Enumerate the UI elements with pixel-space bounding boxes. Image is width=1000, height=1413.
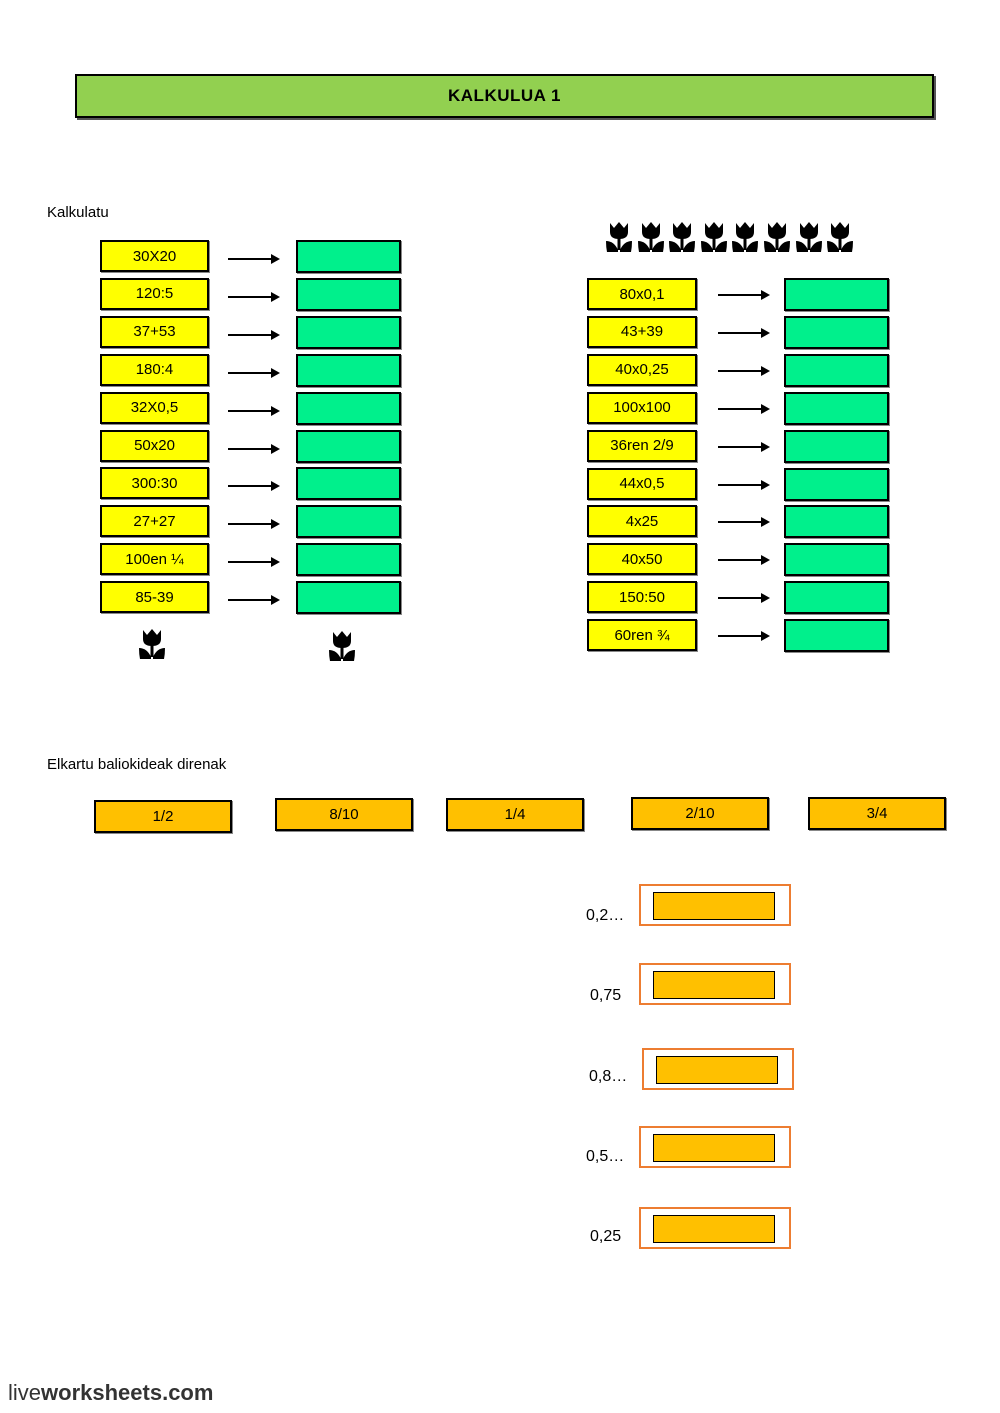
answer-input[interactable] <box>784 543 889 576</box>
answer-input[interactable] <box>784 505 889 538</box>
drop-target[interactable] <box>639 884 791 926</box>
answer-input[interactable] <box>296 354 401 387</box>
arrow-icon <box>718 559 768 561</box>
question-box: 100en ¼ <box>100 543 209 575</box>
answer-input[interactable] <box>296 467 401 500</box>
arrow-icon <box>718 332 768 334</box>
arrow-icon <box>718 484 768 486</box>
question-box: 60ren ¾ <box>587 619 697 651</box>
tulip-icon <box>638 221 664 253</box>
answer-input[interactable] <box>296 240 401 273</box>
arrow-icon <box>718 294 768 296</box>
question-box: 50x20 <box>100 430 209 462</box>
answer-input[interactable] <box>784 430 889 463</box>
drop-target[interactable] <box>639 1126 791 1168</box>
arrow-icon <box>228 485 278 487</box>
arrow-icon <box>718 597 768 599</box>
answer-input[interactable] <box>784 581 889 614</box>
tulip-icon <box>139 628 165 660</box>
answer-input[interactable] <box>784 278 889 311</box>
tulip-icon <box>701 221 727 253</box>
question-box: 40x0,25 <box>587 354 697 386</box>
decimal-label: 0,2… <box>586 907 625 924</box>
tulip-icon <box>329 630 355 662</box>
answer-input[interactable] <box>784 354 889 387</box>
answer-input[interactable] <box>296 278 401 311</box>
arrow-icon <box>718 370 768 372</box>
question-box: 85-39 <box>100 581 209 613</box>
question-box: 40x50 <box>587 543 697 575</box>
answer-input[interactable] <box>296 392 401 425</box>
question-box: 4x25 <box>587 505 697 537</box>
drop-slot[interactable] <box>653 971 775 999</box>
tulip-icon <box>827 221 853 253</box>
answer-input[interactable] <box>784 392 889 425</box>
brand-light: live <box>8 1380 42 1405</box>
answer-input[interactable] <box>296 316 401 349</box>
page-title: KALKULUA 1 <box>75 74 934 118</box>
answer-input[interactable] <box>784 468 889 501</box>
decimal-label: 0,5… <box>586 1148 625 1165</box>
drop-target[interactable] <box>639 1207 791 1249</box>
arrow-icon <box>228 561 278 563</box>
question-box: 43+39 <box>587 316 697 348</box>
arrow-icon <box>228 372 278 374</box>
answer-input[interactable] <box>784 316 889 349</box>
brand-bold: worksheets <box>41 1380 163 1405</box>
question-box: 80x0,1 <box>587 278 697 310</box>
question-box: 150:50 <box>587 581 697 613</box>
brand-suffix: .com <box>162 1380 214 1405</box>
answer-input[interactable] <box>296 505 401 538</box>
answer-input[interactable] <box>296 581 401 614</box>
arrow-icon <box>228 296 278 298</box>
decimal-label: 0,75 <box>590 987 622 1004</box>
question-box: 180:4 <box>100 354 209 386</box>
arrow-icon <box>718 521 768 523</box>
decimal-label: 0,8… <box>589 1068 628 1085</box>
arrow-icon <box>228 523 278 525</box>
question-box: 37+53 <box>100 316 209 348</box>
section-heading-calculate: Kalkulatu <box>47 204 109 221</box>
question-box: 32X0,5 <box>100 392 209 424</box>
arrow-icon <box>718 446 768 448</box>
arrow-icon <box>228 334 278 336</box>
decimal-label: 0,25 <box>590 1228 622 1245</box>
arrow-icon <box>228 258 278 260</box>
tulip-icon <box>606 221 632 253</box>
answer-input[interactable] <box>296 430 401 463</box>
tulip-icon <box>732 221 758 253</box>
footer-brand <box>8 1380 213 1406</box>
tulip-icon <box>764 221 790 253</box>
drop-slot[interactable] <box>653 892 775 920</box>
arrow-icon <box>228 599 278 601</box>
question-box: 44x0,5 <box>587 468 697 500</box>
question-box: 27+27 <box>100 505 209 537</box>
question-box: 30X20 <box>100 240 209 272</box>
arrow-icon <box>228 448 278 450</box>
drop-slot[interactable] <box>653 1215 775 1243</box>
section-heading-match: Elkartu baliokideak direnak <box>47 756 227 773</box>
question-box: 120:5 <box>100 278 209 310</box>
fraction-card[interactable]: 2/10 <box>631 797 769 830</box>
drop-target[interactable] <box>642 1048 794 1090</box>
answer-input[interactable] <box>296 543 401 576</box>
arrow-icon <box>228 410 278 412</box>
arrow-icon <box>718 408 768 410</box>
drop-target[interactable] <box>639 963 791 1005</box>
arrow-icon <box>718 635 768 637</box>
drop-slot[interactable] <box>656 1056 778 1084</box>
fraction-card[interactable]: 3/4 <box>808 797 946 830</box>
question-box: 300:30 <box>100 467 209 499</box>
fraction-card[interactable]: 8/10 <box>275 798 413 831</box>
fraction-card[interactable]: 1/2 <box>94 800 232 833</box>
question-box: 100x100 <box>587 392 697 424</box>
tulip-icon <box>669 221 695 253</box>
tulip-icon <box>796 221 822 253</box>
drop-slot[interactable] <box>653 1134 775 1162</box>
question-box: 36ren 2/9 <box>587 430 697 462</box>
fraction-card[interactable]: 1/4 <box>446 798 584 831</box>
answer-input[interactable] <box>784 619 889 652</box>
